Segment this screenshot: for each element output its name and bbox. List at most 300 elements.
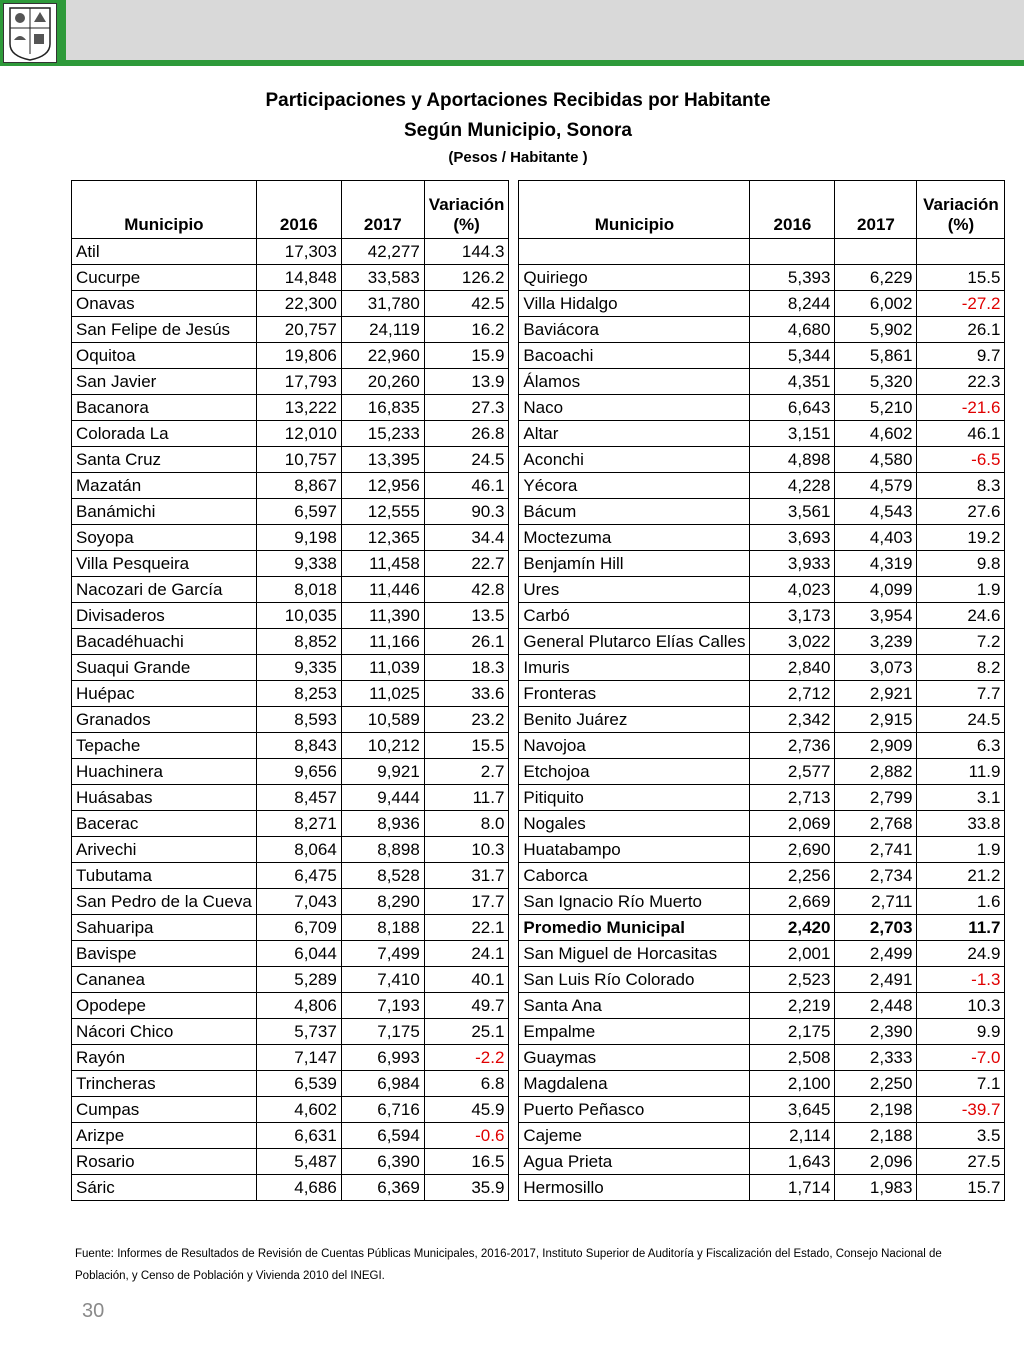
- left-variacion-cell: 15.9: [424, 343, 509, 369]
- left-value-2017-cell: 10,589: [341, 707, 424, 733]
- right-value-2016-cell: 3,561: [750, 499, 835, 525]
- table-row: [72, 785, 1005, 811]
- right-value-2017-cell: 2,390: [835, 1019, 917, 1045]
- right-value-2017-cell: 2,909: [835, 733, 917, 759]
- left-value-2017-cell: 33,583: [341, 265, 424, 291]
- left-variacion-cell: 31.7: [424, 863, 509, 889]
- table-row: [72, 837, 1005, 863]
- right-municipio-cell: Etchojoa: [519, 759, 750, 785]
- right-value-2017-cell: 2,799: [835, 785, 917, 811]
- left-value-2017-cell: 11,446: [341, 577, 424, 603]
- table-row: [72, 447, 1005, 473]
- left-municipio-cell: Suaqui Grande: [72, 655, 257, 681]
- right-value-2016-cell: 1,643: [750, 1149, 835, 1175]
- left-value-2016-cell: 19,806: [256, 343, 341, 369]
- left-variacion-cell: 18.3: [424, 655, 509, 681]
- left-value-2017-cell: 7,175: [341, 1019, 424, 1045]
- right-municipio-cell: Huatabampo: [519, 837, 750, 863]
- left-value-2016-cell: 22,300: [256, 291, 341, 317]
- left-municipio-cell: Nacozari de García: [72, 577, 257, 603]
- right-variacion-cell: 1.6: [917, 889, 1005, 915]
- right-value-2017-cell: 2,882: [835, 759, 917, 785]
- right-variacion-cell: 9.7: [917, 343, 1005, 369]
- left-variacion-cell: 26.1: [424, 629, 509, 655]
- table-row: [72, 1149, 1005, 1175]
- right-value-2016-cell: 8,244: [750, 291, 835, 317]
- right-municipio-cell: Fronteras: [519, 681, 750, 707]
- right-value-2016-cell: 2,342: [750, 707, 835, 733]
- right-variacion-cell: [917, 239, 1005, 265]
- right-value-2016-cell: 2,100: [750, 1071, 835, 1097]
- right-value-2016-cell: 4,351: [750, 369, 835, 395]
- table-row: [72, 915, 1005, 941]
- left-variacion-cell: 10.3: [424, 837, 509, 863]
- right-value-2016-cell: 3,022: [750, 629, 835, 655]
- header-variacion-label-right: Variación: [923, 195, 999, 214]
- right-municipio-cell: General Plutarco Elías Calles: [519, 629, 750, 655]
- header-2017-right: 2017: [835, 181, 917, 239]
- left-value-2016-cell: 9,338: [256, 551, 341, 577]
- table-row: [72, 811, 1005, 837]
- left-variacion-cell: 90.3: [424, 499, 509, 525]
- right-value-2016-cell: 2,840: [750, 655, 835, 681]
- column-gap: [509, 889, 519, 915]
- left-municipio-cell: Bacerac: [72, 811, 257, 837]
- left-value-2016-cell: 6,044: [256, 941, 341, 967]
- table-row: [72, 993, 1005, 1019]
- right-value-2016-cell: 2,669: [750, 889, 835, 915]
- right-value-2016-cell: 2,690: [750, 837, 835, 863]
- column-gap: [509, 343, 519, 369]
- left-value-2017-cell: 9,444: [341, 785, 424, 811]
- column-gap: [509, 421, 519, 447]
- column-gap: [509, 499, 519, 525]
- left-municipio-cell: Nácori Chico: [72, 1019, 257, 1045]
- right-value-2016-cell: 4,228: [750, 473, 835, 499]
- right-value-2016-cell: 4,898: [750, 447, 835, 473]
- column-gap: [509, 603, 519, 629]
- left-variacion-cell: 45.9: [424, 1097, 509, 1123]
- header-pct-label-right: (%): [947, 215, 975, 234]
- table-row: [72, 343, 1005, 369]
- right-value-2016-cell: 2,577: [750, 759, 835, 785]
- left-value-2017-cell: 8,188: [341, 915, 424, 941]
- column-gap: [509, 1071, 519, 1097]
- right-municipio-cell: Santa Ana: [519, 993, 750, 1019]
- right-municipio-cell: Magdalena: [519, 1071, 750, 1097]
- left-value-2016-cell: 8,852: [256, 629, 341, 655]
- left-value-2017-cell: 7,410: [341, 967, 424, 993]
- left-municipio-cell: Mazatán: [72, 473, 257, 499]
- table-row: [72, 967, 1005, 993]
- right-value-2016-cell: 2,713: [750, 785, 835, 811]
- column-gap: [509, 447, 519, 473]
- table-row: [72, 551, 1005, 577]
- right-variacion-cell: 9.8: [917, 551, 1005, 577]
- left-variacion-cell: 42.8: [424, 577, 509, 603]
- right-value-2016-cell: 2,736: [750, 733, 835, 759]
- right-variacion-cell: 24.9: [917, 941, 1005, 967]
- right-value-2017-cell: 2,703: [835, 915, 917, 941]
- left-value-2016-cell: 6,631: [256, 1123, 341, 1149]
- left-municipio-cell: Tepache: [72, 733, 257, 759]
- right-variacion-cell: -39.7: [917, 1097, 1005, 1123]
- left-variacion-cell: 35.9: [424, 1175, 509, 1201]
- right-variacion-cell: 7.1: [917, 1071, 1005, 1097]
- left-variacion-cell: 22.7: [424, 551, 509, 577]
- column-gap: [509, 265, 519, 291]
- right-value-2016-cell: 2,219: [750, 993, 835, 1019]
- header-variacion: [424, 181, 509, 239]
- right-value-2016-cell: 4,680: [750, 317, 835, 343]
- right-municipio-cell: Navojoa: [519, 733, 750, 759]
- right-variacion-cell: 22.3: [917, 369, 1005, 395]
- header-pct-label: (%): [453, 215, 480, 234]
- left-municipio-cell: Bavispe: [72, 941, 257, 967]
- header-bar: [0, 0, 1024, 66]
- table-row: [72, 1071, 1005, 1097]
- right-municipio-cell: [519, 239, 750, 265]
- left-variacion-cell: 17.7: [424, 889, 509, 915]
- left-value-2017-cell: 6,984: [341, 1071, 424, 1097]
- left-variacion-cell: 27.3: [424, 395, 509, 421]
- left-municipio-cell: Cananea: [72, 967, 257, 993]
- left-variacion-cell: 13.5: [424, 603, 509, 629]
- left-value-2016-cell: 4,806: [256, 993, 341, 1019]
- left-value-2017-cell: 8,528: [341, 863, 424, 889]
- left-municipio-cell: San Javier: [72, 369, 257, 395]
- left-municipio-cell: Banámichi: [72, 499, 257, 525]
- right-value-2016-cell: 3,933: [750, 551, 835, 577]
- right-value-2017-cell: 2,915: [835, 707, 917, 733]
- right-variacion-cell: 15.5: [917, 265, 1005, 291]
- right-municipio-cell: Benjamín Hill: [519, 551, 750, 577]
- left-value-2017-cell: 42,277: [341, 239, 424, 265]
- left-municipio-cell: Cucurpe: [72, 265, 257, 291]
- left-municipio-cell: San Felipe de Jesús: [72, 317, 257, 343]
- column-gap: [509, 291, 519, 317]
- column-gap: [509, 369, 519, 395]
- right-variacion-cell: 19.2: [917, 525, 1005, 551]
- right-value-2017-cell: 5,210: [835, 395, 917, 421]
- left-value-2016-cell: 8,018: [256, 577, 341, 603]
- right-municipio-cell: Carbó: [519, 603, 750, 629]
- right-value-2017-cell: 4,602: [835, 421, 917, 447]
- page-subtitle: Según Municipio, Sonora: [404, 120, 632, 141]
- table-row: [72, 317, 1005, 343]
- left-value-2017-cell: 8,898: [341, 837, 424, 863]
- left-value-2016-cell: 5,737: [256, 1019, 341, 1045]
- table-row: [72, 265, 1005, 291]
- right-value-2016-cell: 2,114: [750, 1123, 835, 1149]
- column-gap: [509, 181, 519, 239]
- right-variacion-cell: 10.3: [917, 993, 1005, 1019]
- left-value-2017-cell: 24,119: [341, 317, 424, 343]
- right-value-2016-cell: 3,645: [750, 1097, 835, 1123]
- left-municipio-cell: Rosario: [72, 1149, 257, 1175]
- right-municipio-cell: Villa Hidalgo: [519, 291, 750, 317]
- left-value-2016-cell: 9,198: [256, 525, 341, 551]
- column-gap: [509, 551, 519, 577]
- right-value-2016-cell: 2,001: [750, 941, 835, 967]
- left-municipio-cell: Opodepe: [72, 993, 257, 1019]
- left-value-2016-cell: 6,539: [256, 1071, 341, 1097]
- right-municipio-cell: Álamos: [519, 369, 750, 395]
- right-value-2016-cell: 2,712: [750, 681, 835, 707]
- left-variacion-cell: 24.1: [424, 941, 509, 967]
- left-variacion-cell: 46.1: [424, 473, 509, 499]
- left-value-2016-cell: 9,656: [256, 759, 341, 785]
- left-value-2016-cell: 6,475: [256, 863, 341, 889]
- right-variacion-cell: 27.5: [917, 1149, 1005, 1175]
- header-municipio: Municipio: [72, 181, 257, 239]
- right-value-2016-cell: 4,023: [750, 577, 835, 603]
- right-value-2017-cell: 4,543: [835, 499, 917, 525]
- right-value-2016-cell: 3,693: [750, 525, 835, 551]
- right-variacion-cell: 26.1: [917, 317, 1005, 343]
- left-municipio-cell: Onavas: [72, 291, 257, 317]
- left-value-2016-cell: 17,793: [256, 369, 341, 395]
- right-municipio-cell: San Miguel de Horcasitas: [519, 941, 750, 967]
- column-gap: [509, 915, 519, 941]
- column-gap: [509, 317, 519, 343]
- column-gap: [509, 577, 519, 603]
- left-municipio-cell: Huásabas: [72, 785, 257, 811]
- right-value-2016-cell: [750, 239, 835, 265]
- left-value-2017-cell: 8,936: [341, 811, 424, 837]
- right-value-2017-cell: 2,096: [835, 1149, 917, 1175]
- column-gap: [509, 837, 519, 863]
- table-row: [72, 1123, 1005, 1149]
- right-variacion-cell: 6.3: [917, 733, 1005, 759]
- right-variacion-cell: 46.1: [917, 421, 1005, 447]
- left-variacion-cell: 22.1: [424, 915, 509, 941]
- table-row: [72, 941, 1005, 967]
- right-value-2017-cell: 2,921: [835, 681, 917, 707]
- left-value-2016-cell: 4,686: [256, 1175, 341, 1201]
- table-row: [72, 1045, 1005, 1071]
- right-value-2016-cell: 2,523: [750, 967, 835, 993]
- left-value-2017-cell: 16,835: [341, 395, 424, 421]
- column-gap: [509, 759, 519, 785]
- left-variacion-cell: 40.1: [424, 967, 509, 993]
- right-municipio-cell: Puerto Peñasco: [519, 1097, 750, 1123]
- right-municipio-cell: Pitiquito: [519, 785, 750, 811]
- logo-frame: [0, 0, 66, 66]
- left-variacion-cell: 33.6: [424, 681, 509, 707]
- right-value-2017-cell: [835, 239, 917, 265]
- column-gap: [509, 655, 519, 681]
- right-value-2016-cell: 6,643: [750, 395, 835, 421]
- left-variacion-cell: 16.5: [424, 1149, 509, 1175]
- table-row: [72, 655, 1005, 681]
- right-municipio-cell: Promedio Municipal: [519, 915, 750, 941]
- right-municipio-cell: Imuris: [519, 655, 750, 681]
- right-municipio-cell: Yécora: [519, 473, 750, 499]
- right-value-2017-cell: 4,403: [835, 525, 917, 551]
- right-variacion-cell: 27.6: [917, 499, 1005, 525]
- right-value-2017-cell: 4,579: [835, 473, 917, 499]
- column-gap: [509, 1149, 519, 1175]
- column-gap: [509, 967, 519, 993]
- left-value-2016-cell: 8,064: [256, 837, 341, 863]
- left-value-2016-cell: 8,271: [256, 811, 341, 837]
- left-municipio-cell: Atil: [72, 239, 257, 265]
- left-value-2017-cell: 8,290: [341, 889, 424, 915]
- left-value-2016-cell: 4,602: [256, 1097, 341, 1123]
- right-value-2017-cell: 2,768: [835, 811, 917, 837]
- left-variacion-cell: 13.9: [424, 369, 509, 395]
- left-value-2016-cell: 14,848: [256, 265, 341, 291]
- right-value-2016-cell: 3,151: [750, 421, 835, 447]
- left-value-2016-cell: 17,303: [256, 239, 341, 265]
- column-gap: [509, 863, 519, 889]
- right-value-2017-cell: 2,499: [835, 941, 917, 967]
- left-variacion-cell: 8.0: [424, 811, 509, 837]
- left-value-2017-cell: 11,458: [341, 551, 424, 577]
- header-variacion-label: Variación: [428, 195, 505, 214]
- left-value-2017-cell: 6,716: [341, 1097, 424, 1123]
- column-gap: [509, 239, 519, 265]
- table-row: [72, 681, 1005, 707]
- right-municipio-cell: Aconchi: [519, 447, 750, 473]
- right-municipio-cell: Bacoachi: [519, 343, 750, 369]
- left-municipio-cell: Divisaderos: [72, 603, 257, 629]
- table-row: [72, 1175, 1005, 1201]
- table-row: [72, 473, 1005, 499]
- right-value-2016-cell: 2,256: [750, 863, 835, 889]
- left-value-2017-cell: 20,260: [341, 369, 424, 395]
- header-municipio-right: Municipio: [519, 181, 750, 239]
- left-value-2016-cell: 8,867: [256, 473, 341, 499]
- column-gap: [509, 525, 519, 551]
- right-variacion-cell: 15.7: [917, 1175, 1005, 1201]
- table-row: [72, 369, 1005, 395]
- header-2016: 2016: [256, 181, 341, 239]
- right-variacion-cell: 8.2: [917, 655, 1005, 681]
- right-variacion-cell: 24.6: [917, 603, 1005, 629]
- table-row: [72, 889, 1005, 915]
- right-value-2017-cell: 2,333: [835, 1045, 917, 1071]
- left-value-2017-cell: 15,233: [341, 421, 424, 447]
- left-variacion-cell: 24.5: [424, 447, 509, 473]
- source-note: Fuente: Informes de Resultados de Revisión de Cuentas Públicas Municipales, 2016-2017, Instituto Superior de Auditoría y Fiscalización del Estado, Consejo Nacional de Población, y Censo de Población y Vivienda 2010 del INEGI.: [75, 1248, 942, 1282]
- left-value-2016-cell: 5,487: [256, 1149, 341, 1175]
- right-value-2016-cell: 5,344: [750, 343, 835, 369]
- left-value-2017-cell: 11,166: [341, 629, 424, 655]
- column-gap: [509, 395, 519, 421]
- right-municipio-cell: Agua Prieta: [519, 1149, 750, 1175]
- left-municipio-cell: Colorada La: [72, 421, 257, 447]
- right-value-2017-cell: 4,580: [835, 447, 917, 473]
- right-value-2017-cell: 1,983: [835, 1175, 917, 1201]
- right-value-2017-cell: 4,319: [835, 551, 917, 577]
- header-2017: 2017: [341, 181, 424, 239]
- left-value-2017-cell: 10,212: [341, 733, 424, 759]
- left-municipio-cell: Arivechi: [72, 837, 257, 863]
- left-municipio-cell: Bacadéhuachi: [72, 629, 257, 655]
- left-municipio-cell: Sáric: [72, 1175, 257, 1201]
- header-2016-right: 2016: [750, 181, 835, 239]
- right-variacion-cell: -6.5: [917, 447, 1005, 473]
- right-value-2017-cell: 3,239: [835, 629, 917, 655]
- left-value-2016-cell: 7,043: [256, 889, 341, 915]
- left-value-2016-cell: 8,843: [256, 733, 341, 759]
- left-municipio-cell: Soyopa: [72, 525, 257, 551]
- left-variacion-cell: -0.6: [424, 1123, 509, 1149]
- left-value-2016-cell: 12,010: [256, 421, 341, 447]
- right-value-2017-cell: 6,229: [835, 265, 917, 291]
- right-value-2017-cell: 6,002: [835, 291, 917, 317]
- right-value-2017-cell: 3,073: [835, 655, 917, 681]
- table-row: [72, 1019, 1005, 1045]
- left-municipio-cell: Santa Cruz: [72, 447, 257, 473]
- table-row: [72, 499, 1005, 525]
- table-row: [72, 395, 1005, 421]
- right-variacion-cell: 7.7: [917, 681, 1005, 707]
- left-value-2016-cell: 5,289: [256, 967, 341, 993]
- table-row: [72, 629, 1005, 655]
- left-municipio-cell: Huépac: [72, 681, 257, 707]
- left-municipio-cell: Arizpe: [72, 1123, 257, 1149]
- left-value-2017-cell: 6,993: [341, 1045, 424, 1071]
- column-gap: [509, 629, 519, 655]
- left-variacion-cell: 25.1: [424, 1019, 509, 1045]
- right-municipio-cell: San Ignacio Río Muerto: [519, 889, 750, 915]
- table-header-row: [72, 181, 1005, 239]
- left-variacion-cell: 49.7: [424, 993, 509, 1019]
- right-variacion-cell: 9.9: [917, 1019, 1005, 1045]
- table-row: [72, 863, 1005, 889]
- column-gap: [509, 733, 519, 759]
- right-municipio-cell: Guaymas: [519, 1045, 750, 1071]
- left-value-2017-cell: 6,594: [341, 1123, 424, 1149]
- left-value-2017-cell: 13,395: [341, 447, 424, 473]
- right-value-2017-cell: 5,902: [835, 317, 917, 343]
- right-municipio-cell: Ures: [519, 577, 750, 603]
- page-number: 30: [82, 1300, 105, 1322]
- right-municipio-cell: Cajeme: [519, 1123, 750, 1149]
- left-variacion-cell: 6.8: [424, 1071, 509, 1097]
- left-municipio-cell: Rayón: [72, 1045, 257, 1071]
- left-variacion-cell: 15.5: [424, 733, 509, 759]
- right-variacion-cell: -1.3: [917, 967, 1005, 993]
- right-variacion-cell: 8.3: [917, 473, 1005, 499]
- right-municipio-cell: Quiriego: [519, 265, 750, 291]
- left-value-2016-cell: 6,709: [256, 915, 341, 941]
- right-variacion-cell: 1.9: [917, 837, 1005, 863]
- right-value-2017-cell: 2,188: [835, 1123, 917, 1149]
- left-value-2017-cell: 11,039: [341, 655, 424, 681]
- left-value-2016-cell: 10,035: [256, 603, 341, 629]
- left-variacion-cell: -2.2: [424, 1045, 509, 1071]
- right-variacion-cell: 11.9: [917, 759, 1005, 785]
- units-label: (Pesos / Habitante ): [448, 149, 588, 166]
- right-value-2017-cell: 3,954: [835, 603, 917, 629]
- right-value-2016-cell: 2,420: [750, 915, 835, 941]
- right-variacion-cell: -7.0: [917, 1045, 1005, 1071]
- right-value-2017-cell: 5,861: [835, 343, 917, 369]
- right-value-2017-cell: 2,448: [835, 993, 917, 1019]
- right-municipio-cell: Bácum: [519, 499, 750, 525]
- left-value-2016-cell: 7,147: [256, 1045, 341, 1071]
- table-row: [72, 525, 1005, 551]
- left-variacion-cell: 23.2: [424, 707, 509, 733]
- column-gap: [509, 1097, 519, 1123]
- column-gap: [509, 681, 519, 707]
- right-municipio-cell: Nogales: [519, 811, 750, 837]
- left-value-2017-cell: 12,365: [341, 525, 424, 551]
